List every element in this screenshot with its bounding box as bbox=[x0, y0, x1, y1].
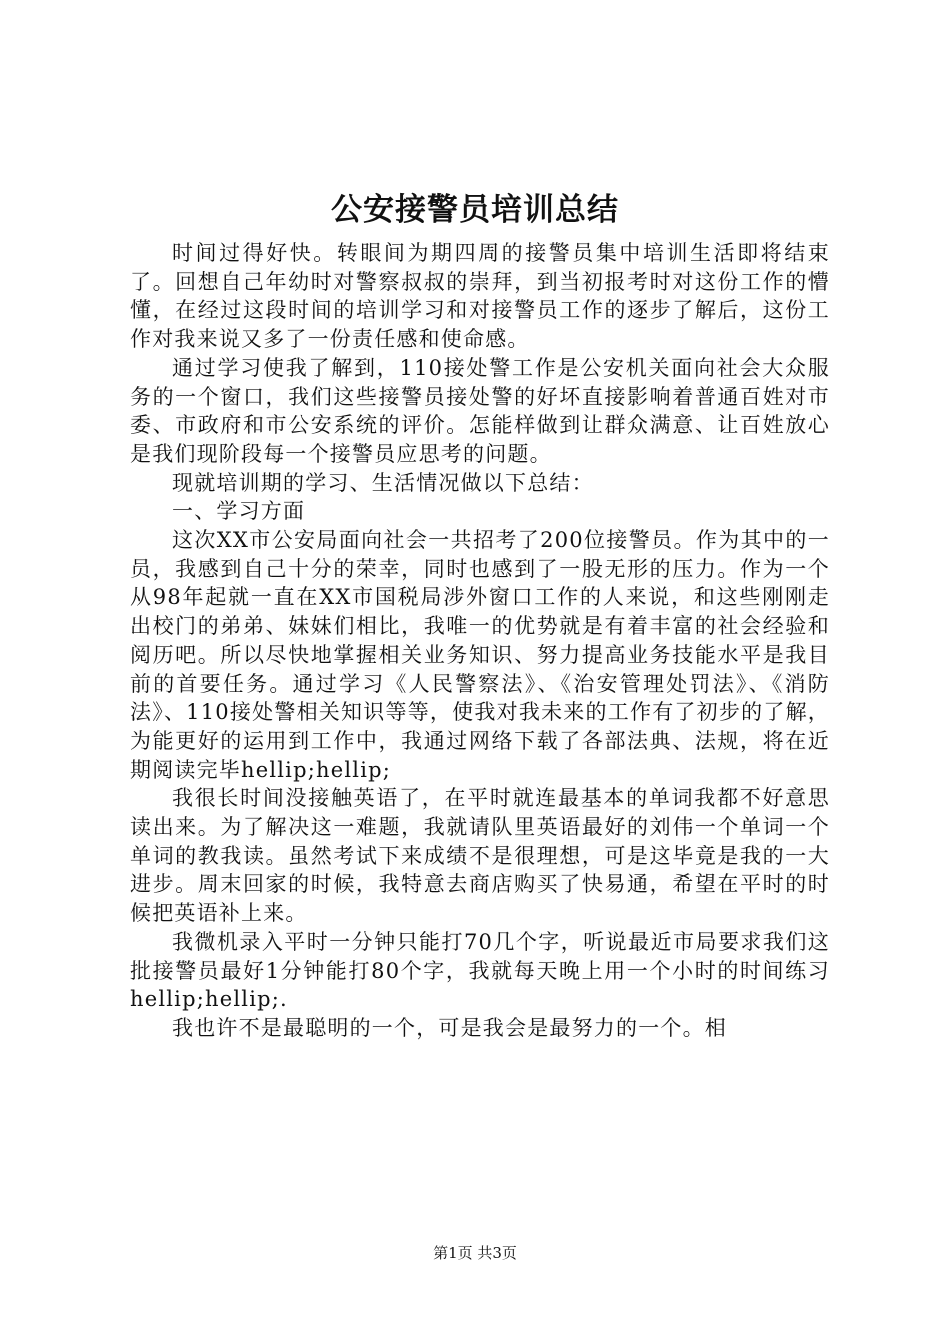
paragraph-window-service: 通过学习使我了解到，110接处警工作是公安机关面向社会大众服务的一个窗口，我们这些接警员接处警的好坏直接影响着普通百姓对市委、市政府和市公安系统的评价。怎能样做到让群众满意、让百姓放心是我们现阶段每一个接警员应思考的问题。 bbox=[130, 355, 830, 466]
paragraph-summary-intro: 现就培训期的学习、生活情况做以下总结： bbox=[172, 470, 594, 495]
document-title: 公安接警员培训总结 bbox=[331, 192, 619, 228]
paragraph-intro: 时间过得好快。转眼间为期四周的接警员集中培训生活即将结束了。回想自己年幼时对警察叔叔的崇拜，到当初报考时对这份工作的懵懂，在经过这段时间的培训学习和对接警员工作的逐步了解后，这份工作对我来说又多了一份责任感和使命感。 bbox=[130, 241, 830, 352]
paragraph-typing: 我微机录入平时一分钟只能打70几个字，听说最近市局要求我们这批接警员最好1分钟能打80个字，我就每天晚上用一个小时的时间练习hellip;hellip;. bbox=[130, 929, 830, 1012]
paragraph-english: 我很长时间没接触英语了，在平时就连最基本的单词我都不好意思读出来。为了解决这一难题，我就请队里英语最好的刘伟一个单词一个单词的教我读。虽然考试下来成绩不是很理想，可是这毕竟是我的一大进步。周末回家的时候，我特意去商店购买了快易通，希望在平时的时候把英语补上来。 bbox=[130, 786, 830, 926]
page-number-footer: 第1页 共3页 bbox=[433, 1244, 517, 1262]
paragraph-recruitment: 这次XX市公安局面向社会一共招考了200位接警员。作为其中的一员，我感到自己十分的荣幸，同时也感到了一股无形的压力。作为一个从98年起就一直在XX市国税局涉外窗口工作的人来说，和这些刚刚走出校门的弟弟、妹妹们相比，我唯一的优势就是有着丰富的社会经验和阅历吧。所以尽快地掌握相关业务知识、努力提高业务技能水平是我目前的首要任务。通过学习《人民警察法》、《治安管理处罚法》、《消防法》、110接处警相关知识等等，使我对我未来的工作有了初步的了解，为能更好的运用到工作中，我通过网络下载了各部法典、法规，将在近期阅读完毕hellip;hellip; bbox=[130, 528, 830, 782]
paragraph-effort: 我也许不是最聪明的一个，可是我会是最努力的一个。相 bbox=[172, 1015, 727, 1040]
section-heading-study: 一、学习方面 bbox=[172, 499, 306, 524]
document-body bbox=[130, 239, 830, 1043]
